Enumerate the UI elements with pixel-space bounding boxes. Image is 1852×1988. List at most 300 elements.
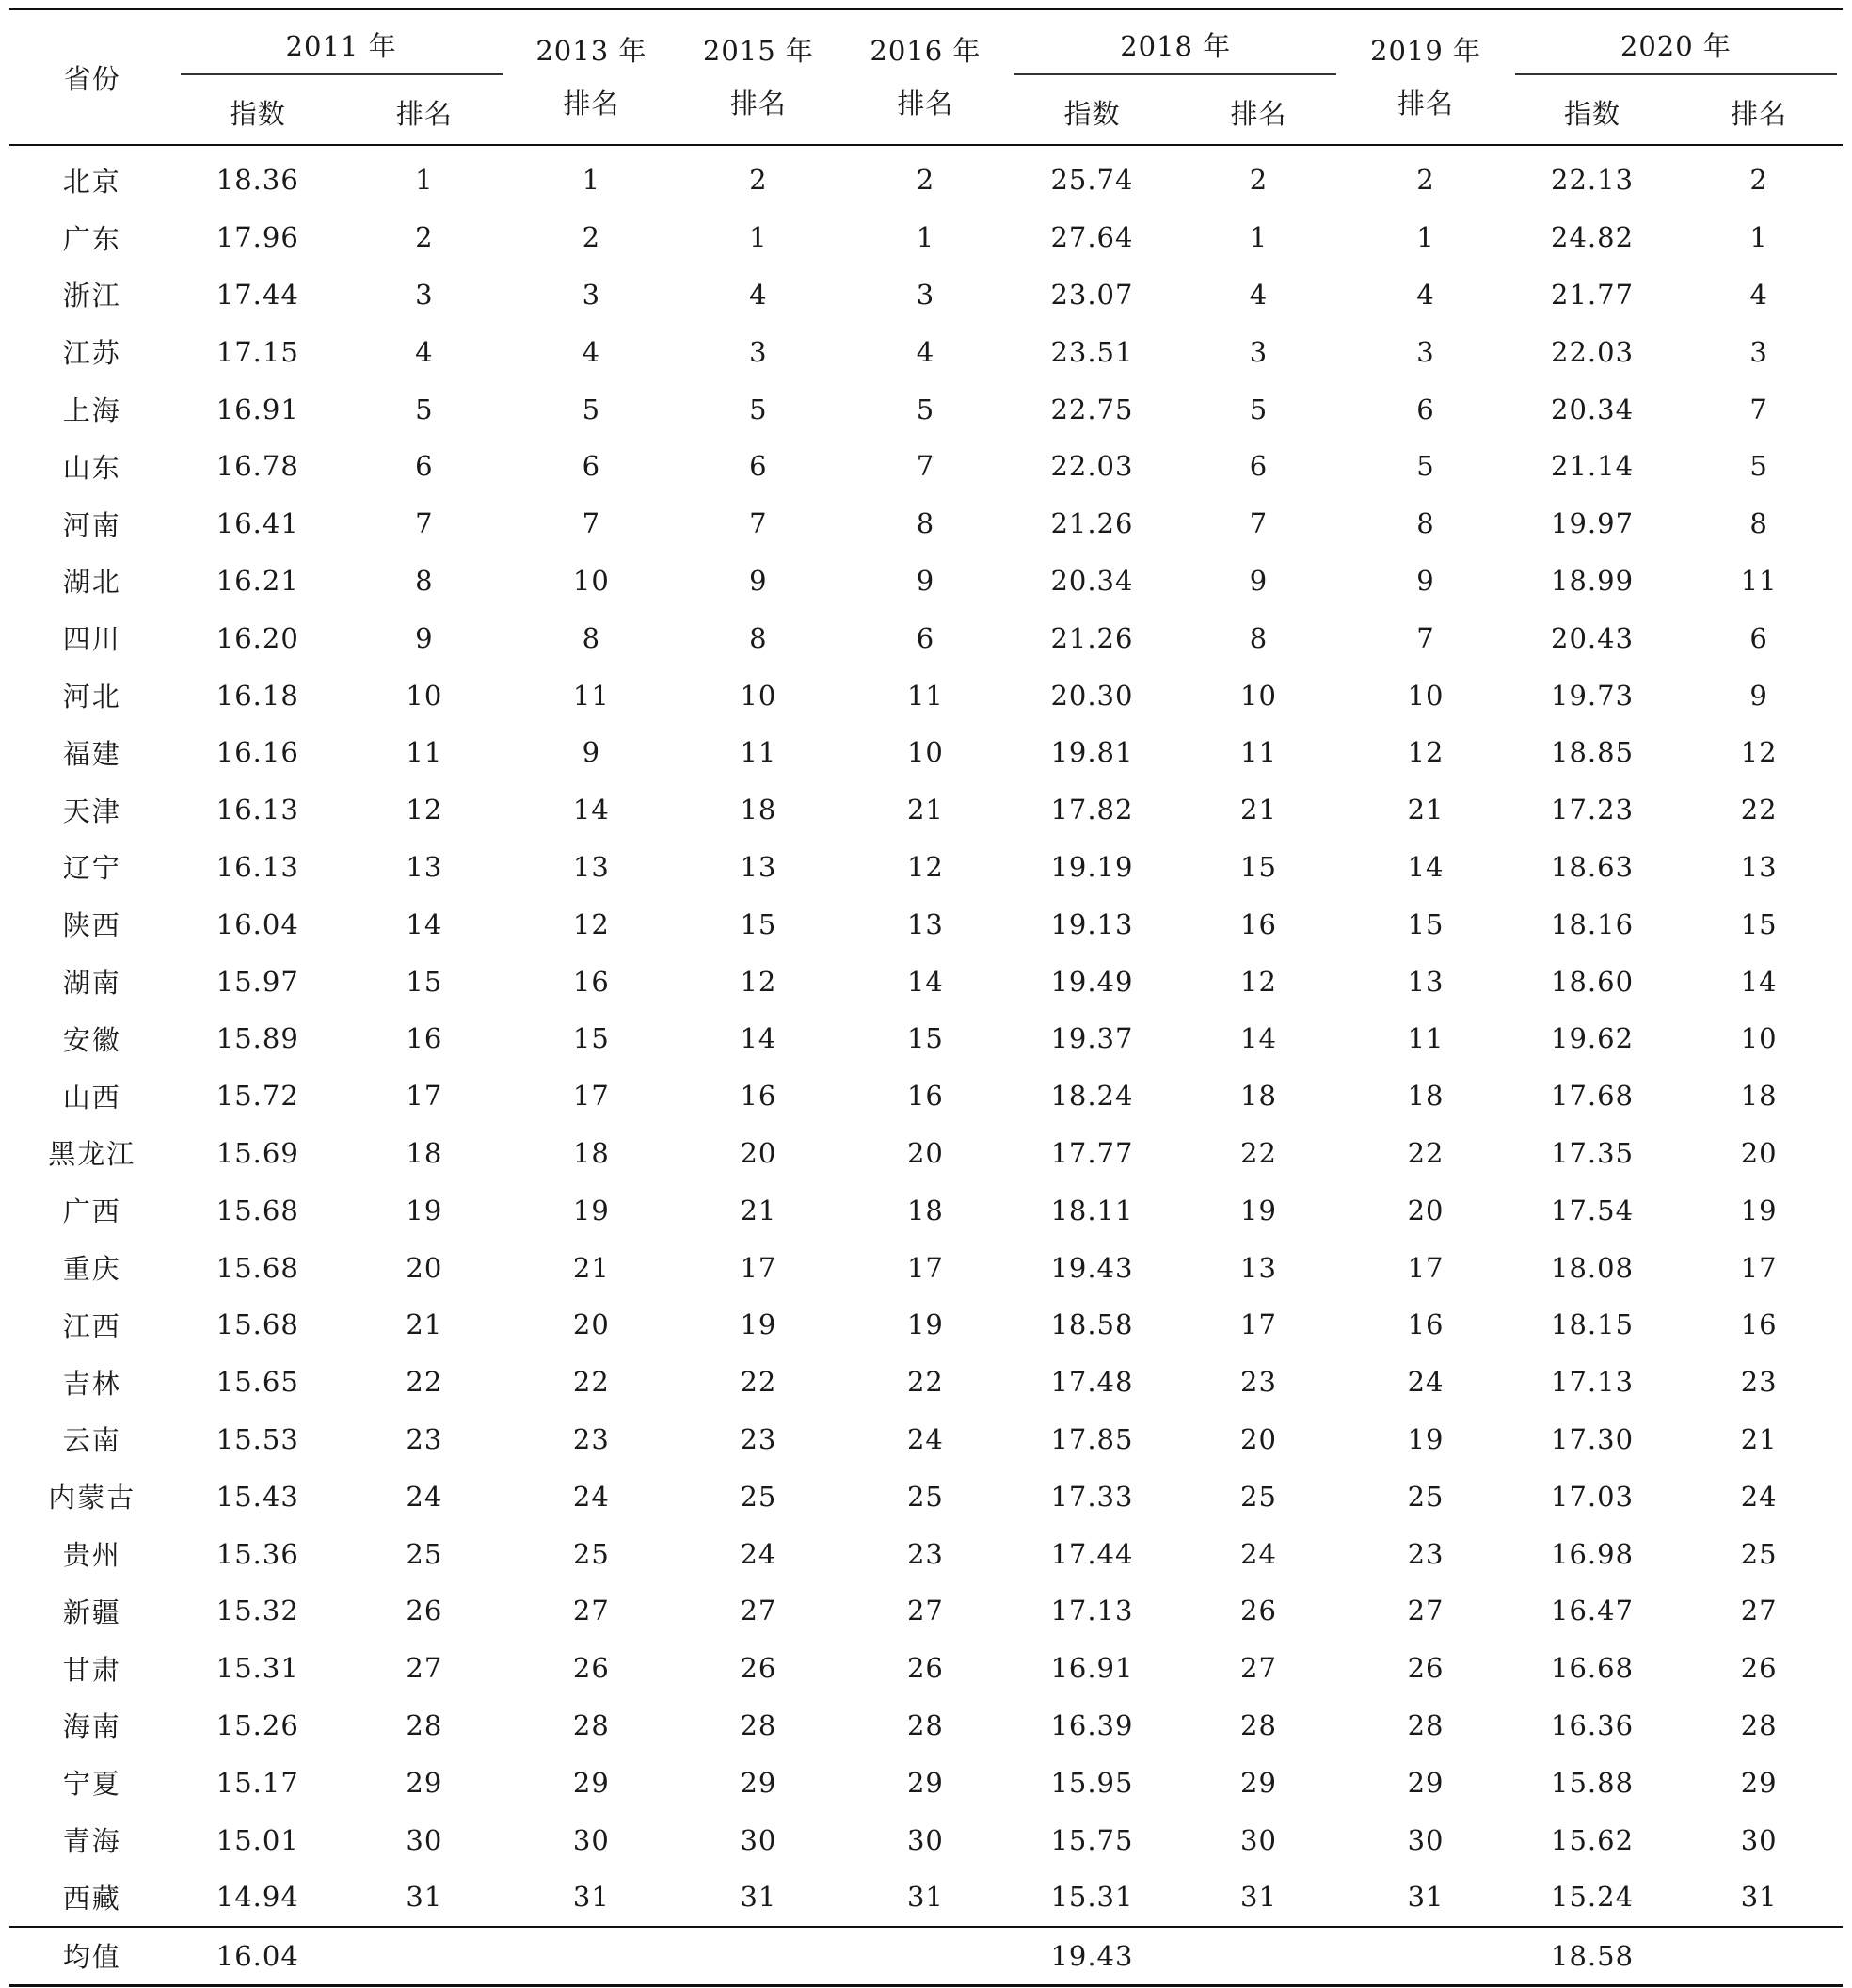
index-2018-cell: 20.34 — [1050, 564, 1134, 597]
rank-2018-cell: 16 — [1240, 907, 1277, 940]
rank-2013-cell: 24 — [572, 1480, 610, 1513]
rank-2019-cell: 3 — [1416, 335, 1435, 368]
rank-2013-cell: 28 — [572, 1708, 610, 1741]
rank-2019-cell: 14 — [1407, 850, 1445, 883]
rank-2011-cell: 3 — [415, 278, 434, 311]
index-2020-cell: 19.62 — [1551, 1022, 1635, 1055]
mean-index-2020: 18.58 — [1509, 1927, 1676, 1986]
rank-2013-cell: 18 — [572, 1136, 610, 1169]
rank-2011-cell: 17 — [406, 1080, 443, 1113]
index-2020-cell: 16.47 — [1551, 1595, 1635, 1627]
province-cell: 陕西 — [62, 909, 121, 942]
index-2020-cell: 15.88 — [1551, 1766, 1635, 1799]
rank-2020-cell: 14 — [1740, 965, 1778, 998]
ranking-table-page — [9, 8, 1843, 1987]
rank-2020-cell: 13 — [1740, 850, 1778, 883]
province-cell: 海南 — [62, 1710, 121, 1743]
rank-2015-cell: 9 — [749, 564, 768, 597]
rank-2011-cell: 19 — [406, 1194, 443, 1226]
rank-2019-cell: 10 — [1407, 679, 1445, 712]
index-2018-cell: 19.49 — [1050, 965, 1134, 998]
rank-2018-cell: 10 — [1240, 679, 1277, 712]
index-2018-cell: 27.64 — [1050, 221, 1134, 254]
index-2011-cell: 15.68 — [216, 1194, 299, 1226]
header-year-2015 — [675, 9, 842, 146]
index-2011-cell: 17.44 — [216, 278, 299, 311]
index-2011-cell: 16.20 — [216, 621, 299, 654]
province-index-ranking-table — [9, 8, 1843, 1987]
rank-2016-cell: 12 — [906, 850, 944, 883]
rank-2019-cell: 28 — [1407, 1708, 1445, 1741]
rank-2016-cell: 25 — [906, 1480, 944, 1513]
rank-2018-cell: 13 — [1240, 1251, 1277, 1284]
rank-2019-cell: 29 — [1407, 1766, 1445, 1799]
rank-2019-cell: 17 — [1407, 1251, 1445, 1284]
header-rank-2013: 排名 — [563, 88, 620, 120]
index-2020-cell: 18.60 — [1551, 965, 1635, 998]
index-2011-cell: 14.94 — [216, 1881, 299, 1914]
rank-2016-cell: 20 — [906, 1136, 944, 1169]
index-2011-cell: 15.53 — [216, 1422, 299, 1455]
header-rank-2016: 排名 — [897, 88, 954, 120]
index-2011-cell: 15.89 — [216, 1022, 299, 1055]
index-2011-cell: 17.96 — [216, 221, 299, 254]
rank-2013-cell: 9 — [582, 736, 601, 769]
rank-2020-cell: 18 — [1740, 1080, 1778, 1113]
province-cell: 辽宁 — [62, 852, 121, 885]
index-2020-cell: 15.24 — [1551, 1881, 1635, 1914]
province-cell: 宁夏 — [62, 1768, 121, 1801]
index-2020-cell: 16.98 — [1551, 1537, 1635, 1570]
rank-2013-cell: 7 — [582, 507, 601, 540]
rank-2019-cell: 4 — [1416, 278, 1435, 311]
rank-2015-cell: 7 — [749, 507, 768, 540]
province-cell: 福建 — [62, 737, 121, 770]
index-2018-cell: 17.48 — [1050, 1366, 1134, 1399]
rank-2011-cell: 22 — [406, 1366, 443, 1399]
rank-2016-cell: 4 — [916, 335, 935, 368]
rank-2015-cell: 14 — [740, 1022, 777, 1055]
index-2011-cell: 15.17 — [216, 1766, 299, 1799]
province-cell: 吉林 — [62, 1367, 121, 1400]
rank-2019-cell: 9 — [1416, 564, 1435, 597]
rank-2015-cell: 22 — [740, 1366, 777, 1399]
province-cell: 新疆 — [62, 1595, 121, 1628]
province-cell: 西藏 — [62, 1882, 121, 1915]
rank-2020-cell: 11 — [1740, 564, 1778, 597]
rank-2011-cell: 20 — [406, 1251, 443, 1284]
rank-2018-cell: 20 — [1240, 1422, 1277, 1455]
index-2011-cell: 16.16 — [216, 736, 299, 769]
rank-2015-cell: 5 — [749, 393, 768, 425]
table-row — [9, 438, 1843, 495]
rank-2016-cell: 27 — [906, 1595, 944, 1627]
index-2018-cell: 18.58 — [1050, 1308, 1134, 1341]
table-body — [9, 145, 1843, 1927]
index-2011-cell: 16.21 — [216, 564, 299, 597]
index-2020-cell: 18.85 — [1551, 736, 1635, 769]
rank-2019-cell: 18 — [1407, 1080, 1445, 1113]
index-2020-cell: 17.13 — [1551, 1366, 1635, 1399]
rank-2020-cell: 15 — [1740, 907, 1778, 940]
index-2018-cell: 19.43 — [1050, 1251, 1134, 1284]
rank-2015-cell: 23 — [740, 1422, 777, 1455]
rank-2019-cell: 26 — [1407, 1652, 1445, 1685]
rank-2011-cell: 9 — [415, 621, 434, 654]
index-2020-cell: 20.43 — [1551, 621, 1635, 654]
header-rank-2011: 排名 — [341, 80, 508, 145]
index-2018-cell: 17.82 — [1050, 794, 1134, 826]
table-row — [9, 1467, 1843, 1525]
index-2020-cell: 22.13 — [1551, 164, 1635, 197]
province-cell: 内蒙古 — [48, 1482, 136, 1515]
rank-2011-cell: 28 — [406, 1708, 443, 1741]
rank-2016-cell: 8 — [916, 507, 935, 540]
index-2018-cell: 19.81 — [1050, 736, 1134, 769]
rank-2015-cell: 21 — [740, 1194, 777, 1226]
rank-2011-cell: 5 — [415, 393, 434, 425]
mean-empty-cell — [1342, 1927, 1509, 1986]
rank-2015-cell: 24 — [740, 1537, 777, 1570]
index-2018-cell: 17.33 — [1050, 1480, 1134, 1513]
mean-index-2018: 19.43 — [1009, 1927, 1175, 1986]
header-rank-2020: 排名 — [1675, 80, 1843, 145]
header-rank-2018: 排名 — [1175, 80, 1343, 145]
rank-2018-cell: 9 — [1249, 564, 1269, 597]
rank-2020-cell: 21 — [1740, 1422, 1778, 1455]
rank-2018-cell: 24 — [1240, 1537, 1277, 1570]
province-cell: 云南 — [62, 1424, 121, 1457]
province-cell: 浙江 — [62, 280, 121, 313]
index-2011-cell: 15.26 — [216, 1708, 299, 1741]
rank-2020-cell: 10 — [1740, 1022, 1778, 1055]
index-2018-cell: 17.44 — [1050, 1537, 1134, 1570]
rank-2011-cell: 21 — [406, 1308, 443, 1341]
mean-empty-cell — [675, 1927, 842, 1986]
index-2011-cell: 16.18 — [216, 679, 299, 712]
rank-2015-cell: 16 — [740, 1080, 777, 1113]
rank-2019-cell: 11 — [1407, 1022, 1445, 1055]
rank-2019-cell: 2 — [1416, 164, 1435, 197]
rank-2013-cell: 16 — [572, 965, 610, 998]
province-cell: 上海 — [62, 394, 121, 427]
index-2011-cell: 16.41 — [216, 507, 299, 540]
rank-2019-cell: 6 — [1416, 393, 1435, 425]
rank-2015-cell: 17 — [740, 1251, 777, 1284]
index-2011-cell: 15.65 — [216, 1366, 299, 1399]
rank-2016-cell: 30 — [906, 1823, 944, 1856]
header-province: 省份 — [9, 9, 175, 146]
rank-2013-cell: 8 — [582, 621, 601, 654]
province-cell: 河南 — [62, 508, 121, 541]
rank-2016-cell: 21 — [906, 794, 944, 826]
rank-2015-cell: 30 — [740, 1823, 777, 1856]
mean-row — [9, 1927, 1843, 1986]
rank-2018-cell: 3 — [1249, 335, 1269, 368]
rank-2015-cell: 29 — [740, 1766, 777, 1799]
index-2018-cell: 16.39 — [1050, 1708, 1134, 1741]
rank-2016-cell: 26 — [906, 1652, 944, 1685]
table-footer — [9, 1927, 1843, 1986]
rank-2020-cell: 27 — [1740, 1595, 1778, 1627]
rank-2011-cell: 2 — [415, 221, 434, 254]
rank-2011-cell: 4 — [415, 335, 434, 368]
rank-2016-cell: 13 — [906, 907, 944, 940]
header-year-2019 — [1342, 9, 1509, 146]
rank-2013-cell: 30 — [572, 1823, 610, 1856]
rank-2019-cell: 21 — [1407, 794, 1445, 826]
rank-2020-cell: 3 — [1749, 335, 1768, 368]
table-row — [9, 1582, 1843, 1640]
rank-2011-cell: 15 — [406, 965, 443, 998]
rank-2016-cell: 1 — [916, 221, 935, 254]
table-row — [9, 209, 1843, 266]
table-header — [9, 9, 1843, 146]
header-year-2019-label: 2019 年 — [1370, 35, 1482, 67]
rank-2020-cell: 5 — [1749, 450, 1768, 483]
rank-2013-cell: 17 — [572, 1080, 610, 1113]
rank-2019-cell: 25 — [1407, 1480, 1445, 1513]
rank-2011-cell: 30 — [406, 1823, 443, 1856]
table-row — [9, 839, 1843, 896]
table-row — [9, 323, 1843, 380]
index-2011-cell: 18.36 — [216, 164, 299, 197]
table-row — [9, 1125, 1843, 1182]
rank-2016-cell: 7 — [916, 450, 935, 483]
rank-2018-cell: 25 — [1240, 1480, 1277, 1513]
province-cell: 黑龙江 — [48, 1138, 136, 1171]
table-row — [9, 781, 1843, 839]
province-cell: 广东 — [62, 222, 121, 255]
index-2020-cell: 16.68 — [1551, 1652, 1635, 1685]
header-year-2015-label: 2015 年 — [702, 35, 814, 67]
rank-2016-cell: 22 — [906, 1366, 944, 1399]
index-2011-cell: 16.04 — [216, 907, 299, 940]
province-cell: 贵州 — [62, 1539, 121, 1572]
rank-2020-cell: 25 — [1740, 1537, 1778, 1570]
header-year-2013-label: 2013 年 — [535, 35, 647, 67]
index-2020-cell: 22.03 — [1551, 335, 1635, 368]
table-row — [9, 266, 1843, 324]
header-year-2018-label: 2018 年 — [1014, 16, 1336, 75]
index-2020-cell: 17.54 — [1551, 1194, 1635, 1226]
rank-2016-cell: 31 — [906, 1881, 944, 1914]
rank-2020-cell: 23 — [1740, 1366, 1778, 1399]
table-row — [9, 1067, 1843, 1125]
header-rank-2019: 排名 — [1397, 88, 1455, 120]
table-row — [9, 895, 1843, 953]
index-2020-cell: 17.23 — [1551, 794, 1635, 826]
rank-2020-cell: 22 — [1740, 794, 1778, 826]
rank-2013-cell: 22 — [572, 1366, 610, 1399]
rank-2013-cell: 5 — [582, 393, 601, 425]
rank-2018-cell: 29 — [1240, 1766, 1277, 1799]
rank-2016-cell: 9 — [916, 564, 935, 597]
province-cell: 甘肃 — [62, 1653, 121, 1686]
index-2020-cell: 24.82 — [1551, 221, 1635, 254]
rank-2011-cell: 13 — [406, 850, 443, 883]
rank-2018-cell: 18 — [1240, 1080, 1277, 1113]
rank-2011-cell: 1 — [415, 164, 434, 197]
rank-2016-cell: 10 — [906, 736, 944, 769]
rank-2013-cell: 10 — [572, 564, 610, 597]
rank-2013-cell: 25 — [572, 1537, 610, 1570]
index-2020-cell: 19.97 — [1551, 507, 1635, 540]
header-year-2016-label: 2016 年 — [870, 35, 982, 67]
province-cell: 青海 — [62, 1825, 121, 1857]
province-cell: 重庆 — [62, 1253, 121, 1286]
index-2018-cell: 21.26 — [1050, 621, 1134, 654]
rank-2016-cell: 16 — [906, 1080, 944, 1113]
rank-2013-cell: 27 — [572, 1595, 610, 1627]
rank-2018-cell: 4 — [1249, 278, 1269, 311]
rank-2015-cell: 11 — [740, 736, 777, 769]
rank-2020-cell: 24 — [1740, 1480, 1778, 1513]
rank-2013-cell: 19 — [572, 1194, 610, 1226]
rank-2018-cell: 30 — [1240, 1823, 1277, 1856]
rank-2020-cell: 2 — [1749, 164, 1768, 197]
rank-2020-cell: 26 — [1740, 1652, 1778, 1685]
index-2018-cell: 19.19 — [1050, 850, 1134, 883]
province-cell: 广西 — [62, 1195, 121, 1228]
rank-2013-cell: 2 — [582, 221, 601, 254]
index-2011-cell: 15.36 — [216, 1537, 299, 1570]
index-2011-cell: 15.43 — [216, 1480, 299, 1513]
table-row — [9, 1640, 1843, 1697]
header-year-2011-label: 2011 年 — [181, 16, 503, 75]
rank-2018-cell: 26 — [1240, 1595, 1277, 1627]
rank-2020-cell: 8 — [1749, 507, 1768, 540]
rank-2015-cell: 12 — [740, 965, 777, 998]
index-2018-cell: 15.95 — [1050, 1766, 1134, 1799]
rank-2018-cell: 28 — [1240, 1708, 1277, 1741]
rank-2011-cell: 18 — [406, 1136, 443, 1169]
rank-2019-cell: 16 — [1407, 1308, 1445, 1341]
rank-2018-cell: 14 — [1240, 1022, 1277, 1055]
rank-2011-cell: 8 — [415, 564, 434, 597]
rank-2018-cell: 7 — [1249, 507, 1269, 540]
rank-2013-cell: 6 — [582, 450, 601, 483]
index-2018-cell: 25.74 — [1050, 164, 1134, 197]
index-2018-cell: 16.91 — [1050, 1652, 1134, 1685]
rank-2020-cell: 1 — [1749, 221, 1768, 254]
rank-2019-cell: 31 — [1407, 1881, 1445, 1914]
index-2018-cell: 15.31 — [1050, 1881, 1134, 1914]
rank-2018-cell: 1 — [1249, 221, 1269, 254]
province-cell: 山东 — [62, 451, 121, 484]
province-cell: 湖北 — [62, 566, 121, 599]
rank-2018-cell: 19 — [1240, 1194, 1277, 1226]
rank-2016-cell: 6 — [916, 621, 935, 654]
index-2018-cell: 22.03 — [1050, 450, 1134, 483]
rank-2016-cell: 29 — [906, 1766, 944, 1799]
province-cell: 湖南 — [62, 967, 121, 1000]
index-2011-cell: 15.72 — [216, 1080, 299, 1113]
index-2011-cell: 15.69 — [216, 1136, 299, 1169]
table-row — [9, 1811, 1843, 1868]
rank-2015-cell: 1 — [749, 221, 768, 254]
index-2020-cell: 17.35 — [1551, 1136, 1635, 1169]
rank-2018-cell: 12 — [1240, 965, 1277, 998]
rank-2011-cell: 23 — [406, 1422, 443, 1455]
index-2018-cell: 20.30 — [1050, 679, 1134, 712]
header-year-2011 — [175, 9, 508, 81]
index-2020-cell: 18.15 — [1551, 1308, 1635, 1341]
header-index-2018: 指数 — [1009, 80, 1175, 145]
index-2011-cell: 15.31 — [216, 1652, 299, 1685]
rank-2019-cell: 15 — [1407, 907, 1445, 940]
table-row — [9, 953, 1843, 1010]
rank-2016-cell: 28 — [906, 1708, 944, 1741]
index-2018-cell: 17.13 — [1050, 1595, 1134, 1627]
rank-2019-cell: 27 — [1407, 1595, 1445, 1627]
rank-2011-cell: 31 — [406, 1881, 443, 1914]
index-2018-cell: 18.24 — [1050, 1080, 1134, 1113]
index-2018-cell: 23.51 — [1050, 335, 1134, 368]
index-2018-cell: 19.13 — [1050, 907, 1134, 940]
index-2018-cell: 15.75 — [1050, 1823, 1134, 1856]
mean-empty-cell — [508, 1927, 676, 1986]
rank-2013-cell: 13 — [572, 850, 610, 883]
index-2020-cell: 20.34 — [1551, 393, 1635, 425]
rank-2015-cell: 31 — [740, 1881, 777, 1914]
rank-2011-cell: 12 — [406, 794, 443, 826]
index-2011-cell: 17.15 — [216, 335, 299, 368]
rank-2016-cell: 5 — [916, 393, 935, 425]
header-index-2011: 指数 — [175, 80, 342, 145]
table-row — [9, 1754, 1843, 1811]
header-year-2020 — [1509, 9, 1843, 81]
rank-2018-cell: 2 — [1249, 164, 1269, 197]
table-row — [9, 724, 1843, 781]
index-2020-cell: 17.68 — [1551, 1080, 1635, 1113]
rank-2020-cell: 4 — [1749, 278, 1768, 311]
rank-2013-cell: 11 — [572, 679, 610, 712]
rank-2020-cell: 30 — [1740, 1823, 1778, 1856]
province-cell: 四川 — [62, 623, 121, 656]
rank-2019-cell: 5 — [1416, 450, 1435, 483]
index-2020-cell: 21.14 — [1551, 450, 1635, 483]
rank-2016-cell: 23 — [906, 1537, 944, 1570]
rank-2019-cell: 7 — [1416, 621, 1435, 654]
rank-2018-cell: 5 — [1249, 393, 1269, 425]
province-cell: 山西 — [62, 1081, 121, 1114]
mean-index-2011: 16.04 — [175, 1927, 342, 1986]
rank-2020-cell: 17 — [1740, 1251, 1778, 1284]
rank-2020-cell: 12 — [1740, 736, 1778, 769]
rank-2015-cell: 18 — [740, 794, 777, 826]
rank-2011-cell: 16 — [406, 1022, 443, 1055]
rank-2013-cell: 15 — [572, 1022, 610, 1055]
rank-2013-cell: 29 — [572, 1766, 610, 1799]
rank-2020-cell: 20 — [1740, 1136, 1778, 1169]
rank-2013-cell: 26 — [572, 1652, 610, 1685]
index-2018-cell: 21.26 — [1050, 507, 1134, 540]
rank-2016-cell: 14 — [906, 965, 944, 998]
rank-2015-cell: 28 — [740, 1708, 777, 1741]
rank-2018-cell: 11 — [1240, 736, 1277, 769]
index-2018-cell: 22.75 — [1050, 393, 1134, 425]
table-row — [9, 495, 1843, 553]
table-row — [9, 1181, 1843, 1239]
table-row — [9, 380, 1843, 438]
rank-2015-cell: 15 — [740, 907, 777, 940]
province-cell: 北京 — [62, 165, 121, 198]
rank-2016-cell: 11 — [906, 679, 944, 712]
index-2018-cell: 17.85 — [1050, 1422, 1134, 1455]
province-cell: 河北 — [62, 681, 121, 713]
rank-2013-cell: 4 — [582, 335, 601, 368]
